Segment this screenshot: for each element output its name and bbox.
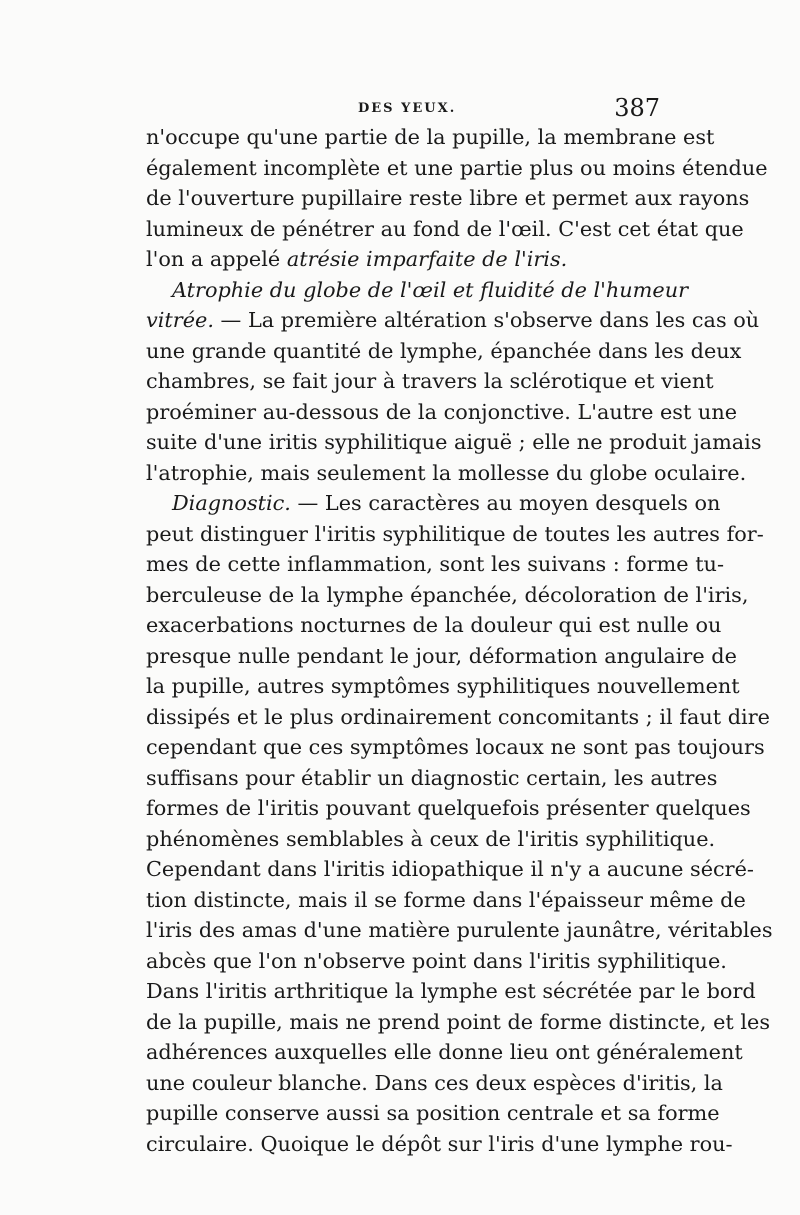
text-line [146,427,762,458]
text-segment: dissipés et le plus ordinairement concomitants ; il faut dire [146,704,770,729]
text-segment: exacerbations nocturnes de la douleur qui est nulle ou [146,613,722,637]
italic-text: vitrée. [146,308,214,332]
text-line [146,732,765,763]
text-segment: la pupille, autres symptômes syphilitiques nouvellement [146,674,740,698]
text-segment: l'on a appelé [146,247,287,271]
text-segment: l'atrophie, mais seulement la mollesse du globe oculaire. [146,460,747,485]
text-line [146,763,718,794]
text-line [146,671,740,702]
text-segment: également incomplète et une partie plus ou moins étendue [146,155,768,180]
text-line [146,1068,723,1099]
text-segment: peut distinguer l'iritis syphilitique de toutes les autres for- [146,521,764,546]
text-segment: suffisans pour établir un diagnostic certain, les autres [146,765,718,790]
text-segment: phénomènes semblables à ceux de l'iritis syphilitique. [146,826,716,851]
text-line [146,244,660,275]
text-segment: adhérences auxquelles elle donne lieu ont généralement [146,1040,743,1064]
text-segment: formes de l'iritis pouvant quelquefois présenter quelques [146,796,751,820]
running-head: DES YEUX. [358,101,457,116]
text-line [146,580,749,611]
text-line [146,214,744,245]
text-line [146,885,746,916]
page-number: 387 [614,94,660,122]
text-segment: Dans l'iritis arthritique la lymphe est sécrétée par le bord [146,979,756,1003]
text-segment: — La première altération s'observe dans les cas où [213,308,760,332]
text-line [146,122,715,153]
text-line [146,275,689,306]
text-segment: de l'ouverture pupillaire reste libre et permet aux rayons [146,186,750,210]
text-segment: proéminer au-dessous de la conjonctive. L'autre est une [146,399,738,424]
text-segment: suite d'une iritis syphilitique aiguë ; elle ne produit jamais [146,430,762,454]
text-line [146,336,742,367]
text-line [146,854,754,885]
text-segment: de la pupille, mais ne prend point de forme distincte, et les [146,1009,770,1034]
text-segment: pupille conserve aussi sa position centrale et sa forme [146,1101,720,1125]
text-line [146,824,716,855]
text-segment: cependant que ces symptômes locaux ne sont pas toujours [146,735,765,759]
italic-text: atrésie imparfaite de l'iris. [286,247,568,271]
text-line [146,702,770,733]
text-segment: n'occupe qu'une partie de la pupille, la membrane est [146,125,715,149]
text-segment: — Les caractères au moyen desquels on [290,491,721,515]
text-line [146,488,721,519]
text-line [146,549,724,580]
text-line [146,366,714,397]
text-line [146,183,750,214]
text-line [146,946,727,977]
text-segment: berculeuse de la lymphe épanchée, décoloration de l'iris, [146,582,749,607]
text-line [146,397,738,428]
text-line [146,458,747,489]
text-line [146,1007,770,1038]
text-segment: circulaire. Quoique le dépôt sur l'iris d'une lymphe rou- [146,1131,733,1156]
text-segment: tion distincte, mais il se forme dans l'épaisseur même de [146,887,746,912]
text-line [146,976,756,1007]
text-line [146,1129,733,1160]
text-line [146,915,773,946]
italic-text: Atrophie du globe de l'œil et fluidité de l'humeur [172,277,689,302]
text-line [146,641,737,672]
text-segment: chambres, se fait jour à travers la sclérotique et vient [146,369,714,393]
text-line [146,1098,720,1129]
text-line [146,519,764,550]
italic-text: Diagnostic. [172,491,291,515]
text-segment: lumineux de pénétrer au fond de l'œil. C'est cet état que [146,216,744,241]
text-segment: une couleur blanche. Dans ces deux espèces d'iritis, la [146,1070,723,1095]
text-segment: une grande quantité de lymphe, épanchée dans les deux [146,338,742,363]
text-line [146,793,751,824]
text-segment: l'iris des amas d'une matière purulente jaunâtre, véritables [146,918,773,942]
text-segment: Cependant dans l'iritis idiopathique il n'y a aucune sécré- [146,857,754,881]
text-segment: abcès que l'on n'observe point dans l'iritis syphilitique. [146,948,727,973]
text-line [146,153,768,184]
text-segment: mes de cette inflammation, sont les suivans : forme tu- [146,552,724,576]
text-line [146,1037,743,1068]
text-line [146,305,760,336]
text-segment: presque nulle pendant le jour, déformation angulaire de [146,643,737,668]
body-text [146,122,773,1156]
text-line [146,610,722,641]
